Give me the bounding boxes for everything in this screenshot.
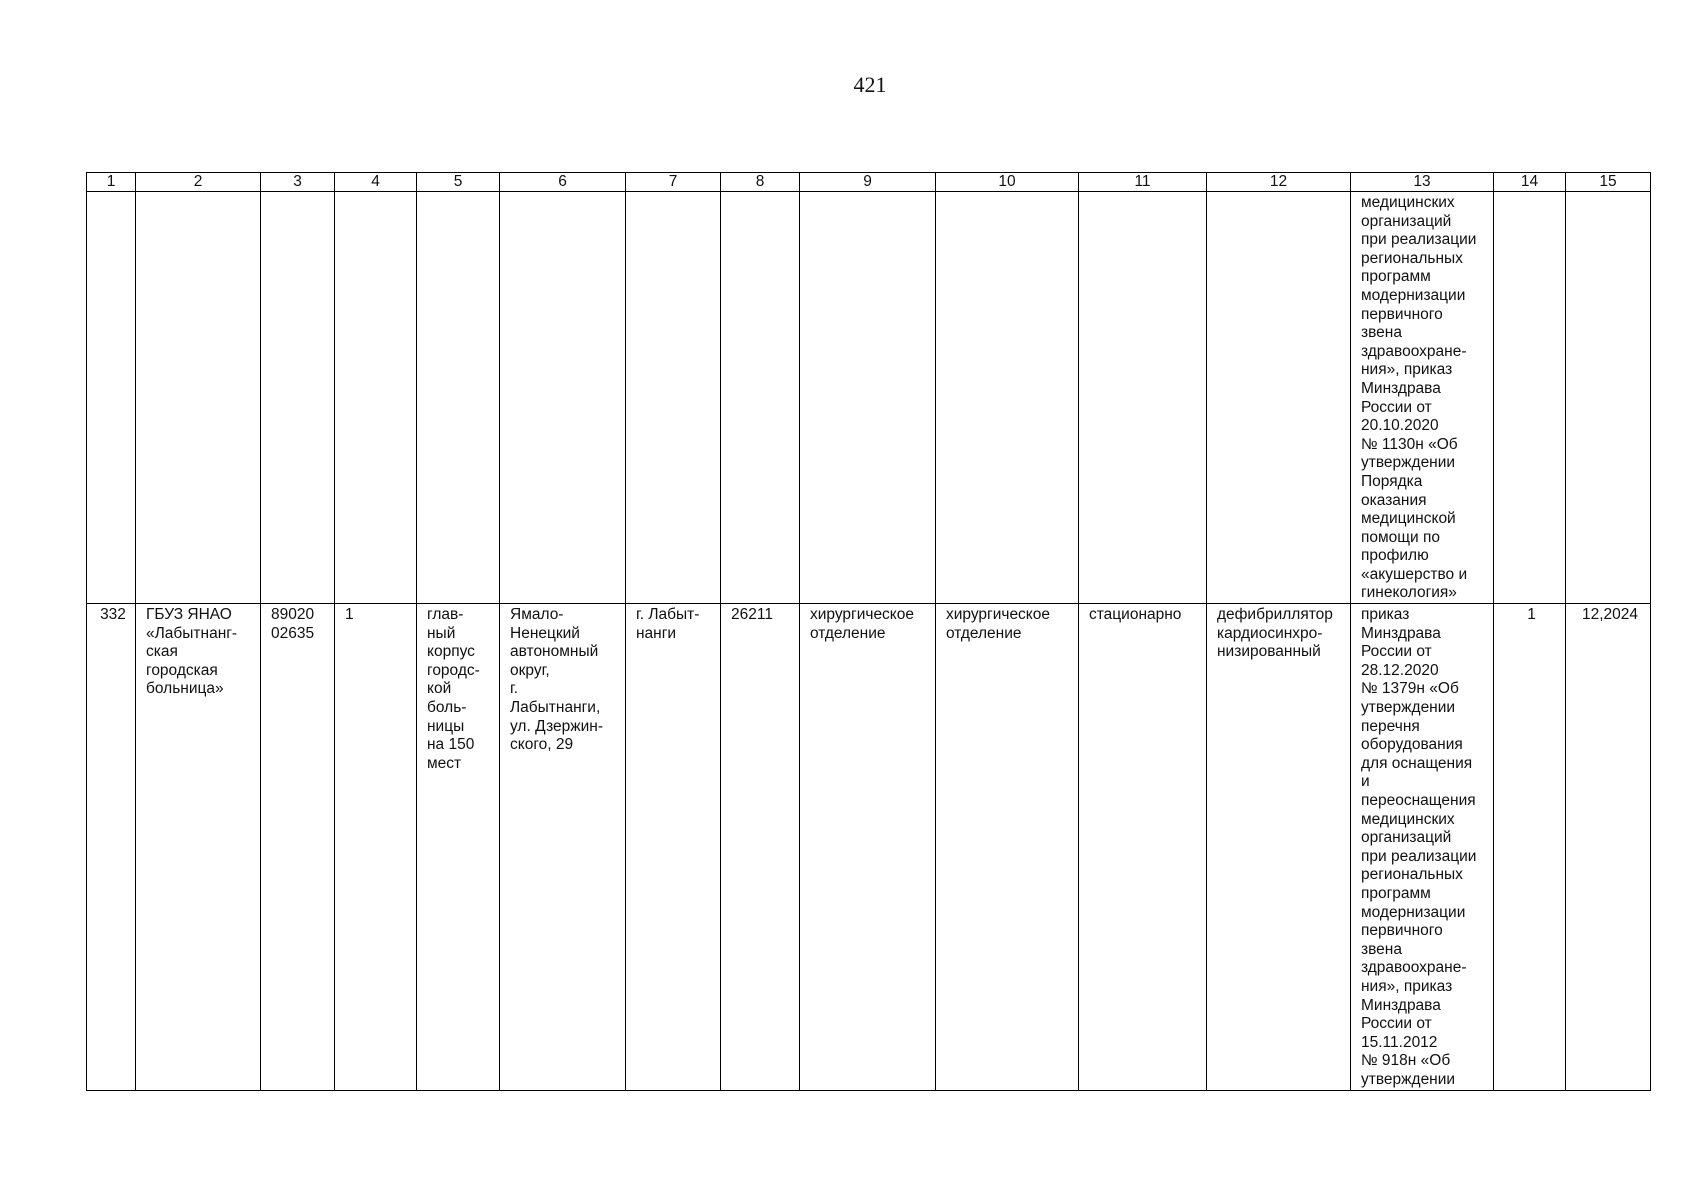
table-cell (800, 192, 936, 604)
legal-basis-cell: приказ Минздрава России от 28.12.2020 № 1379н «Об утверждении перечня оборудования для оснащения и переоснащения медицинских организаций при реализации региональных программ модернизации первичного звена здравоохране- ния», приказ Минздрава России от 15.11.2012 № 918н «Об утверждении (1351, 604, 1494, 1091)
column-number: 2 (136, 173, 261, 192)
column-number: 9 (800, 173, 936, 192)
care-conditions-cell: стационарно (1079, 604, 1207, 1091)
table-cell (626, 192, 721, 604)
column-number: 4 (335, 173, 417, 192)
address-cell: Ямало- Ненецкий автономный округ, г. Лабытнанги, ул. Дзержин- ского, 29 (500, 604, 626, 1091)
column-number: 6 (500, 173, 626, 192)
row-number-cell: 332 (87, 604, 136, 1091)
table-cell: 1 (335, 604, 417, 1091)
column-number: 10 (936, 173, 1079, 192)
column-number: 5 (417, 173, 500, 192)
table-cell (136, 192, 261, 604)
equipment-cell: дефибриллятор кардиосинхро- низированный (1207, 604, 1351, 1091)
column-number: 7 (626, 173, 721, 192)
table-cell (335, 192, 417, 604)
column-number: 12 (1207, 173, 1351, 192)
department-cell: хирургическое отделение (800, 604, 936, 1091)
register-table (86, 172, 1651, 1091)
date-cell: 12,2024 (1566, 604, 1651, 1091)
column-number: 1 (87, 173, 136, 192)
column-number: 14 (1494, 173, 1566, 192)
page-number: 421 (853, 72, 887, 97)
table-cell (500, 192, 626, 604)
department-cell: хирургическое отделение (936, 604, 1079, 1091)
building-cell: глав- ный корпус городс- кой боль- ницы на 150 мест (417, 604, 500, 1091)
quantity-cell: 1 (1494, 604, 1566, 1091)
table-cell (1566, 192, 1651, 604)
inn-cell: 89020 02635 (261, 604, 335, 1091)
table-cell (417, 192, 500, 604)
table-cell (87, 192, 136, 604)
table-row (87, 192, 1651, 604)
table-cell (1079, 192, 1207, 604)
legal-basis-cell: медицинских организаций при реализации региональных программ модернизации первичного звена здравоохране- ния», приказ Минздрава России от 20.10.2020 № 1130н «Об утверждении Порядка оказания медицинской помощи по профилю «акушерство и гинекология» (1351, 192, 1494, 604)
column-number: 15 (1566, 173, 1651, 192)
table-row (87, 604, 1651, 1091)
city-cell: г. Лабыт- нанги (626, 604, 721, 1091)
table-cell (721, 192, 800, 604)
column-number: 13 (1351, 173, 1494, 192)
column-number-row (87, 173, 1651, 192)
code-cell: 26211 (721, 604, 800, 1091)
table-cell (1207, 192, 1351, 604)
table-cell (1494, 192, 1566, 604)
column-number: 11 (1079, 173, 1207, 192)
column-number: 3 (261, 173, 335, 192)
organization-cell: ГБУЗ ЯНАО «Лабытнанг- ская городская больница» (136, 604, 261, 1091)
table-cell (936, 192, 1079, 604)
column-number: 8 (721, 173, 800, 192)
table-cell (261, 192, 335, 604)
